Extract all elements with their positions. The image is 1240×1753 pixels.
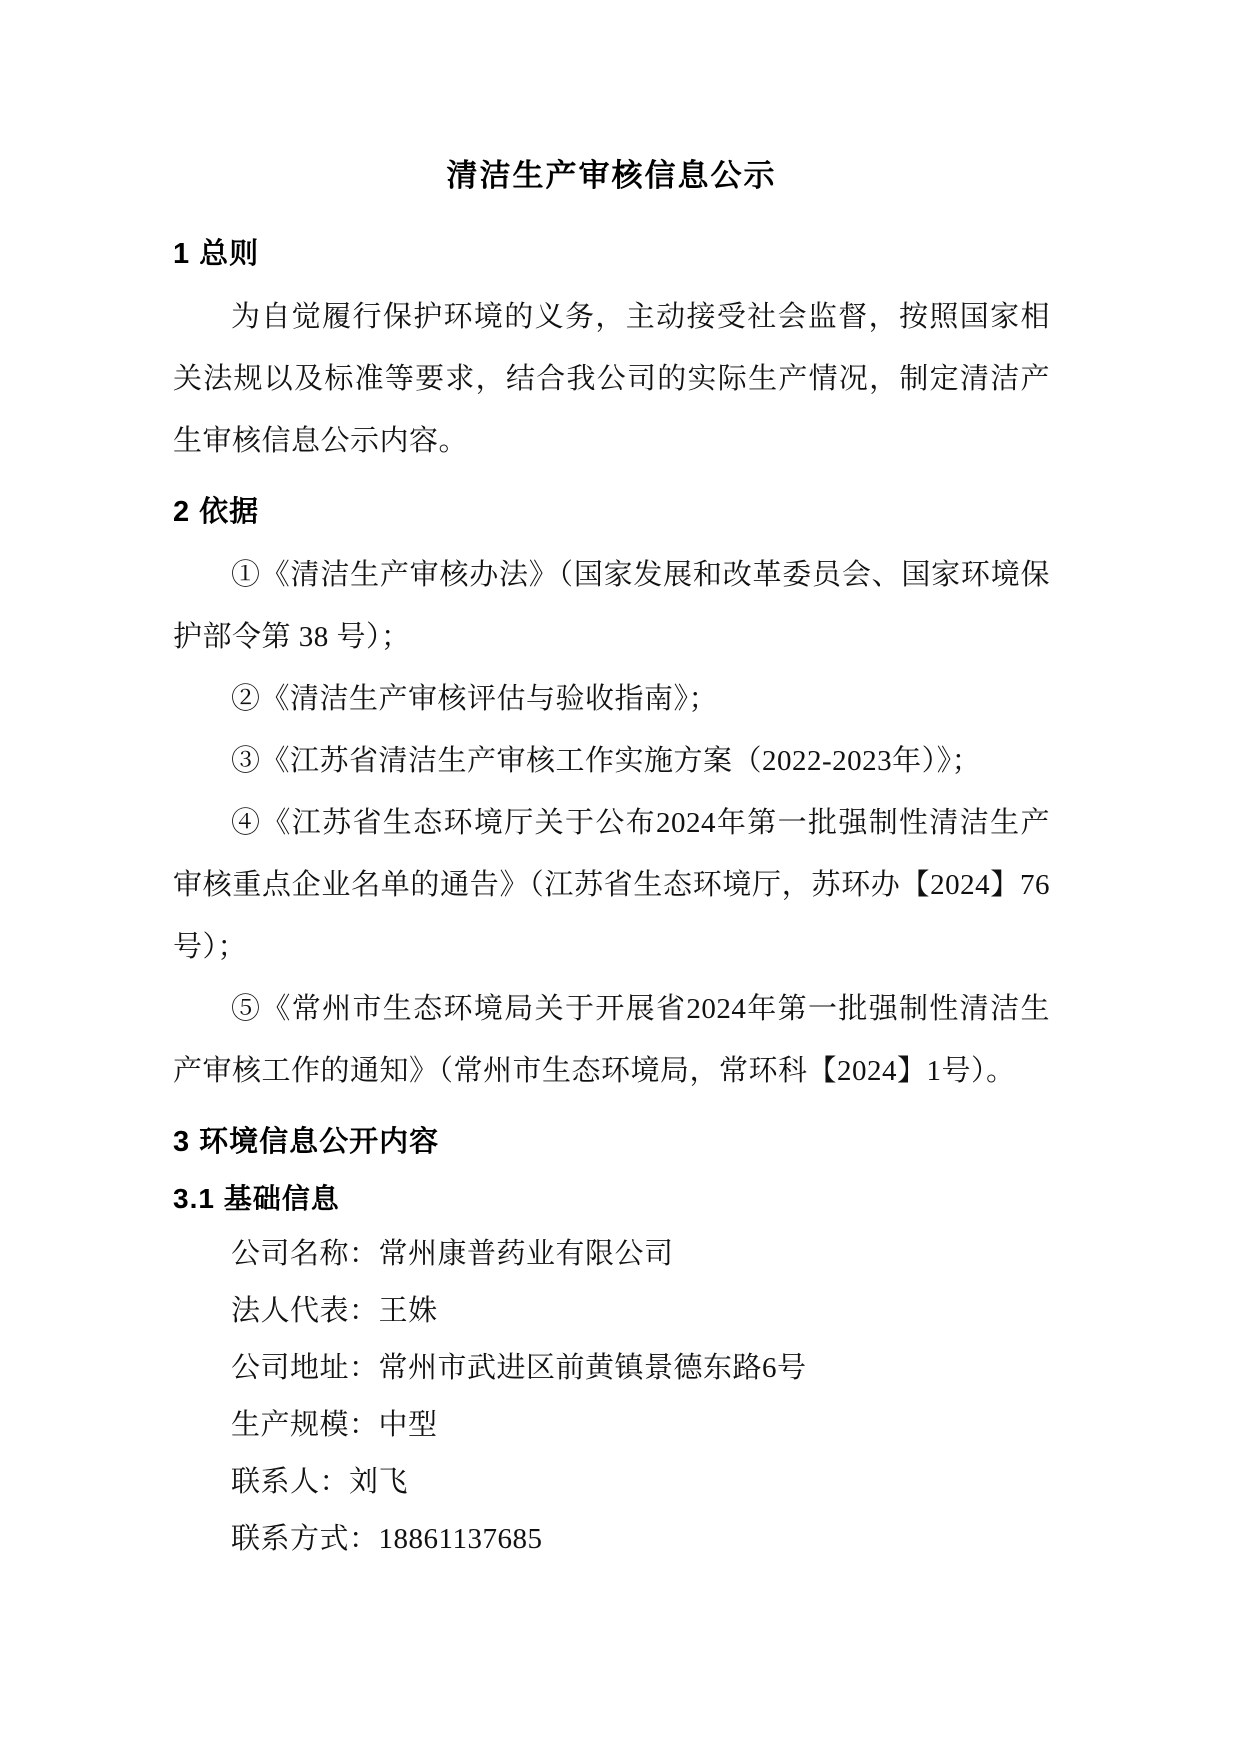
field-production-scale-value: 中型 <box>378 1409 438 1441</box>
field-production-scale-label: 生产规模： <box>231 1409 379 1441</box>
basis-list <box>173 544 1050 1102</box>
field-company-address-label: 公司地址： <box>231 1352 379 1384</box>
basis-item-2: ②《清洁生产审核评估与验收指南》； <box>231 683 719 715</box>
basic-info-fields <box>173 1226 1050 1568</box>
basis-item-4: ④《江苏省生态环境厅关于公布2024年第一批强制性清洁生产审核重点企业名单的通告》（江苏省生态环境厅，苏环办【2024】76 号）； <box>173 807 1050 963</box>
section-heading-disclosure: 3 环境信息公开内容 <box>173 1126 440 1158</box>
field-contact-number-value: 18861137685 <box>378 1523 543 1555</box>
field-legal-representative <box>173 1283 1050 1340</box>
field-company-name <box>173 1226 1050 1283</box>
basis-item-3: ③《江苏省清洁生产审核工作实施方案（2022-2023年）》； <box>231 745 982 777</box>
section-heading-basis: 2 依据 <box>173 496 260 528</box>
field-company-address <box>173 1340 1050 1397</box>
field-contact-person <box>173 1454 1050 1511</box>
field-contact-person-label: 联系人： <box>231 1466 350 1498</box>
field-company-name-value: 常州康普药业有限公司 <box>378 1238 674 1270</box>
general-paragraph: 为自觉履行保护环境的义务，主动接受社会监督，按照国家相关法规以及标准等要求，结合我公司的实际生产情况，制定清洁产生审核信息公示内容。 <box>173 301 1050 457</box>
field-production-scale <box>173 1397 1050 1454</box>
field-contact-person-value: 刘飞 <box>349 1466 409 1498</box>
document-title: 清洁生产审核信息公示 <box>446 158 777 193</box>
field-contact-number-label: 联系方式： <box>231 1523 379 1555</box>
field-legal-representative-value: 王姝 <box>378 1295 438 1327</box>
field-company-address-value: 常州市武进区前黄镇景德东路6号 <box>378 1352 807 1384</box>
basis-item-5: ⑤《常州市生态环境局关于开展省2024年第一批强制性清洁生产审核工作的通知》（常州市生态环境局，常环科【2024】1号）。 <box>173 993 1050 1087</box>
field-contact-number <box>173 1511 1050 1568</box>
subsection-heading-basic-info: 3.1 基础信息 <box>173 1183 340 1214</box>
field-company-name-label: 公司名称： <box>231 1238 379 1270</box>
section-heading-general: 1 总则 <box>173 238 260 270</box>
basis-item-1: ①《清洁生产审核办法》（国家发展和改革委员会、国家环境保护部令第 38 号）； <box>173 559 1050 653</box>
field-legal-representative-label: 法人代表： <box>231 1295 379 1327</box>
